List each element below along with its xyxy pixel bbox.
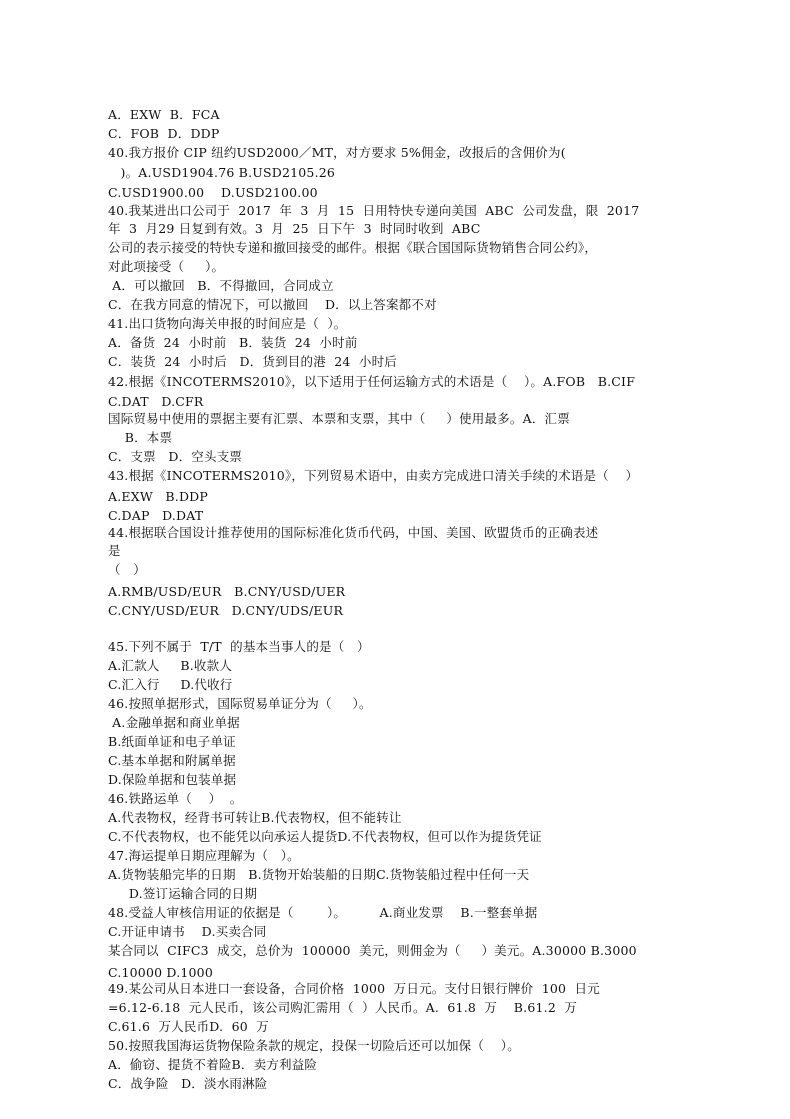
text-line: 49.某公司从日本进口一套设备，合同价格 1000 万日元。支付日银行牌价 100 日元 bbox=[108, 981, 600, 996]
text-line: =6.12-6.18 元人民币，该公司购汇需用（ ）人民币。A. 61.8 万 B.61.2 万 bbox=[108, 1000, 578, 1015]
text-line: C．战争险 D．淡水雨淋险 bbox=[108, 1076, 268, 1091]
text-line: 42.根据《INCOTERMS2010》，以下适用于任何运输方式的术语是（ ）。A.FOB B.CIF bbox=[108, 374, 636, 389]
text-line: A.金融单据和商业单据 bbox=[108, 715, 240, 730]
text-line: A.RMB/USD/EUR B.CNY/USD/UER bbox=[108, 584, 346, 599]
text-line: A.货物装船完毕的日期 B.货物开始装船的日期C.货物装船过程中任何一天 bbox=[108, 867, 530, 882]
text-line: 某合同以 CIFC3 成交，总价为 100000 美元，则佣金为（ ）美元。A.30000 B.3000 bbox=[108, 943, 637, 958]
text-line: C．支票 D．空头支票 bbox=[108, 449, 243, 464]
text-line: C．装货 24 小时后 D．货到目的港 24 小时后 bbox=[108, 354, 398, 369]
text-line: C.DAP D.DAT bbox=[108, 508, 204, 523]
text-line: A．备货 24 小时前 B．装货 24 小时前 bbox=[108, 335, 358, 350]
text-line: C.10000 D.1000 bbox=[108, 965, 213, 980]
text-line: C．FOB D．DDP bbox=[108, 126, 220, 141]
text-line: 年 3 月29 日复到有效。3 月 25 日下午 3 时同时收到 ABC bbox=[108, 221, 481, 236]
text-line: 47.海运提单日期应理解为（ ）。 bbox=[108, 848, 300, 863]
text-line: )。A.USD1904.76 B.USD2105.26 bbox=[108, 165, 336, 180]
text-line: A．偷窃、提货不着险B．卖方利益险 bbox=[108, 1057, 318, 1072]
text-line: （ ） bbox=[108, 562, 146, 577]
text-line: 40.我方报价 CIP 纽约USD2000／MT，对方要求 5%佣金，改报后的含佣价为( bbox=[108, 145, 566, 160]
text-line: C．在我方同意的情况下，可以撤回 D．以上答案都不对 bbox=[108, 297, 437, 312]
text-line: 是 bbox=[108, 543, 121, 558]
text-line: A．EXW B．FCA bbox=[108, 107, 220, 122]
text-line: 43.根据《INCOTERMS2010》，下列贸易术语中，由卖方完成进口清关手续的术语是（ ） bbox=[108, 468, 639, 483]
text-line: 41.出口货物向海关申报的时间应是（ ）。 bbox=[108, 316, 347, 331]
text-line: A．可以撤回 B．不得撤回，合同成立 bbox=[108, 278, 334, 293]
text-line: 46.按照单据形式，国际贸易单证分为（ ）。 bbox=[108, 696, 372, 711]
text-line: A.汇款人 B.收款人 bbox=[108, 658, 233, 673]
text-line: C.USD1900.00 D.USD2100.00 bbox=[108, 185, 318, 200]
text-line: D.保险单据和包装单据 bbox=[108, 772, 237, 787]
text-line: C.DAT D.CFR bbox=[108, 394, 204, 409]
text-line: C.开证申请书 D.买卖合同 bbox=[108, 924, 267, 939]
text-line: 公司的表示接受的特快专递和撤回接受的邮件。根据《联合国国际货物销售合同公约》， bbox=[108, 240, 598, 255]
text-line: C.不代表物权，也不能凭以向承运人提货D.不代表物权，但可以作为提货凭证 bbox=[108, 829, 542, 844]
text-line: 50.按照我国海运货物保险条款的规定，投保一切险后还可以加保（ ）。 bbox=[108, 1038, 520, 1053]
text-line: 对此项接受（ ）。 bbox=[108, 259, 225, 274]
text-line: 46.铁路运单（ ） 。 bbox=[108, 791, 243, 806]
text-line: 48.受益人审核信用证的依据是（ ）。 A.商业发票 B.一整套单据 bbox=[108, 905, 538, 920]
text-line: 44.根据联合国设计推荐使用的国际标准化货币代码，中国、美国、欧盟货币的正确表述 bbox=[108, 525, 599, 540]
text-line: C.汇入行 D.代收行 bbox=[108, 677, 233, 692]
text-line: C.CNY/USD/EUR D.CNY/UDS/EUR bbox=[108, 603, 344, 618]
text-line: 45.下列不属于 T/T 的基本当事人的是（ ） bbox=[108, 639, 370, 654]
text-line: 40.我某进出口公司于 2017 年 3 月 15 日用特快专递向美国 ABC 公司发盘，限 2017 bbox=[108, 203, 640, 218]
text-line: 国际贸易中使用的票据主要有汇票、本票和支票，其中（ ）使用最多。A．汇票 bbox=[108, 411, 570, 426]
text-line: C.基本单据和附属单据 bbox=[108, 753, 236, 768]
text-line: A.EXW B.DDP bbox=[108, 489, 209, 504]
text-line: D.签订运输合同的日期 bbox=[108, 886, 258, 901]
text-line: B．本票 bbox=[108, 430, 173, 445]
text-line: C.61.6 万人民币D. 60 万 bbox=[108, 1019, 269, 1034]
text-line: A.代表物权，经背书可转让B.代表物权，但不能转让 bbox=[108, 810, 402, 825]
text-line: B.纸面单证和电子单证 bbox=[108, 734, 236, 749]
